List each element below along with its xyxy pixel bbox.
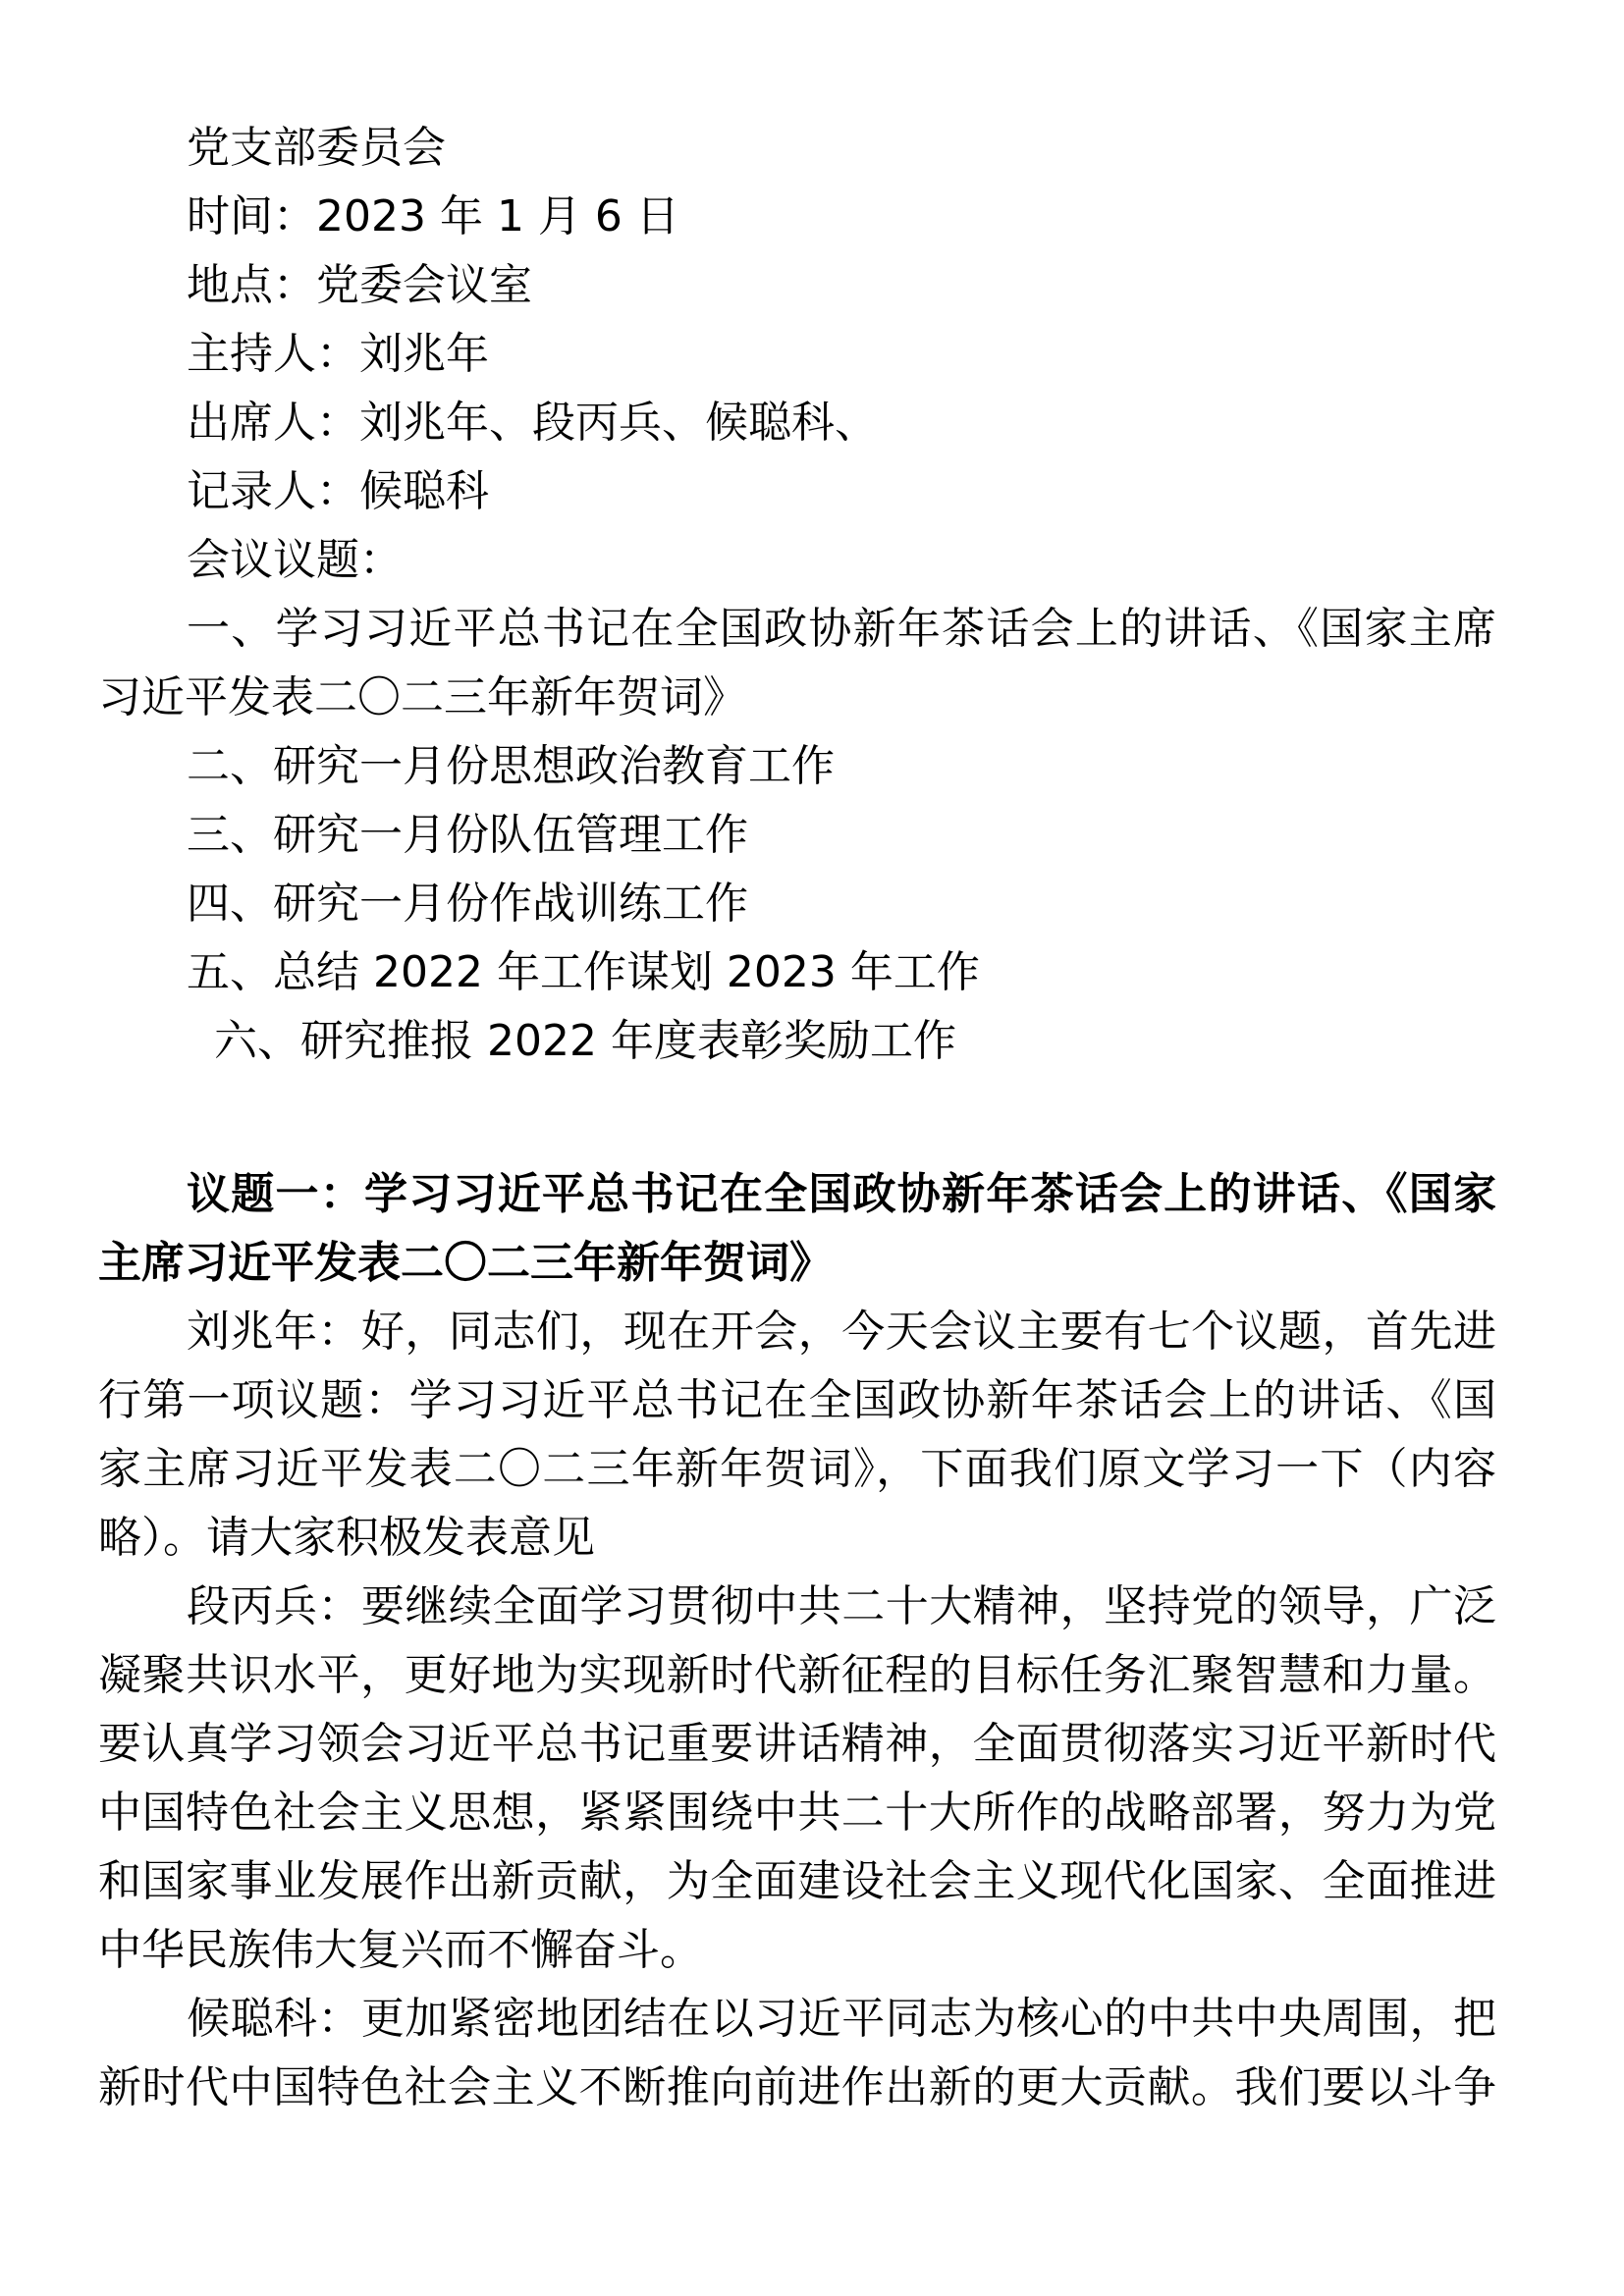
time-label: 时间： [187,191,316,241]
speech-liu [98,1298,1496,1573]
host-value: 刘兆年 [359,329,489,379]
section-spacer [98,1076,1496,1160]
agenda-label [98,526,1496,595]
speech-line: 新时代中国特色社会主义不断推向前进作出新的更大贡献。我们要以斗争 [98,2062,1496,2112]
place-value: 党委会议室 [316,260,532,310]
agenda-item-5: 五、总结 2022 年工作谋划 2023 年工作 [187,947,980,997]
agenda-item-3: 三、研究一月份队伍管理工作 [187,810,748,860]
place-label: 地点： [187,260,316,310]
attendees-label: 出席人： [187,398,359,448]
document-page [98,114,1496,2122]
speech-line: 家主席习近平发表二〇二三年新年贺词》，下面我们原文学习一下（内容 [98,1444,1496,1494]
recorder-label: 记录人： [187,466,359,516]
speech-line: 凝聚共识水平，更好地为实现新时代新征程的目标任务汇聚智慧和力量。 [98,1650,1496,1700]
time-value: 2023 年 1 月 6 日 [316,191,679,241]
agenda-list [98,595,1496,1076]
recorder-value: 候聪科 [359,466,489,516]
speech-duan [98,1573,1496,1985]
agenda-label-text: 会议议题： [187,535,403,585]
meeting-recorder [98,457,1496,526]
speech-line: 要认真学习领会习近平总书记重要讲话精神，全面贯彻落实习近平新时代 [98,1719,1496,1769]
speech-line: 候聪科：更加紧密地团结在以习近平同志为核心的中共中央周围，把 [187,1994,1496,2044]
topic-1-heading-line-1: 议题一：学习习近平总书记在全国政协新年茶话会上的讲话、《国家 [187,1169,1496,1219]
agenda-item-2: 二、研究一月份思想政治教育工作 [187,741,835,791]
speech-line: 略）。请大家积极发表意见 [98,1513,595,1563]
speech-line: 中华民族伟大复兴而不懈奋斗。 [98,1925,703,1975]
attendees-value: 刘兆年、段丙兵、候聪科、 [359,398,878,448]
speech-line: 中国特色社会主义思想，紧紧围绕中共二十大所作的战略部署，努力为党 [98,1788,1496,1838]
meeting-attendees [98,389,1496,457]
speech-line: 段丙兵：要继续全面学习贯彻中共二十大精神，坚持党的领导，广泛 [187,1581,1496,1631]
agenda-item-1: 一、学习习近平总书记在全国政协新年茶话会上的讲话、《国家主席 [187,604,1496,654]
speech-line: 和国家事业发展作出新贡献，为全面建设社会主义现代化国家、全面推进 [98,1856,1496,1906]
meeting-host [98,320,1496,389]
speech-line: 刘兆年：好，同志们，现在开会，今天会议主要有七个议题，首先进 [187,1307,1496,1357]
agenda-item-1-cont: 习近平发表二〇二三年新年贺词》 [98,672,746,722]
org-name [98,114,1496,183]
speech-line: 行第一项议题：学习习近平总书记在全国政协新年茶话会上的讲话、《国 [98,1375,1496,1425]
org-name-text: 党支部委员会 [187,123,446,173]
meeting-place [98,251,1496,320]
topic-1-heading-line-2: 主席习近平发表二〇二三年新年贺词》 [98,1238,833,1288]
topic-1-heading [98,1160,1496,1298]
host-label: 主持人： [187,329,359,379]
agenda-item-6: 六、研究推报 2022 年度表彰奖励工作 [214,1016,956,1066]
agenda-item-4: 四、研究一月份作战训练工作 [187,879,748,929]
meeting-time [98,183,1496,251]
speech-hou [98,1985,1496,2122]
